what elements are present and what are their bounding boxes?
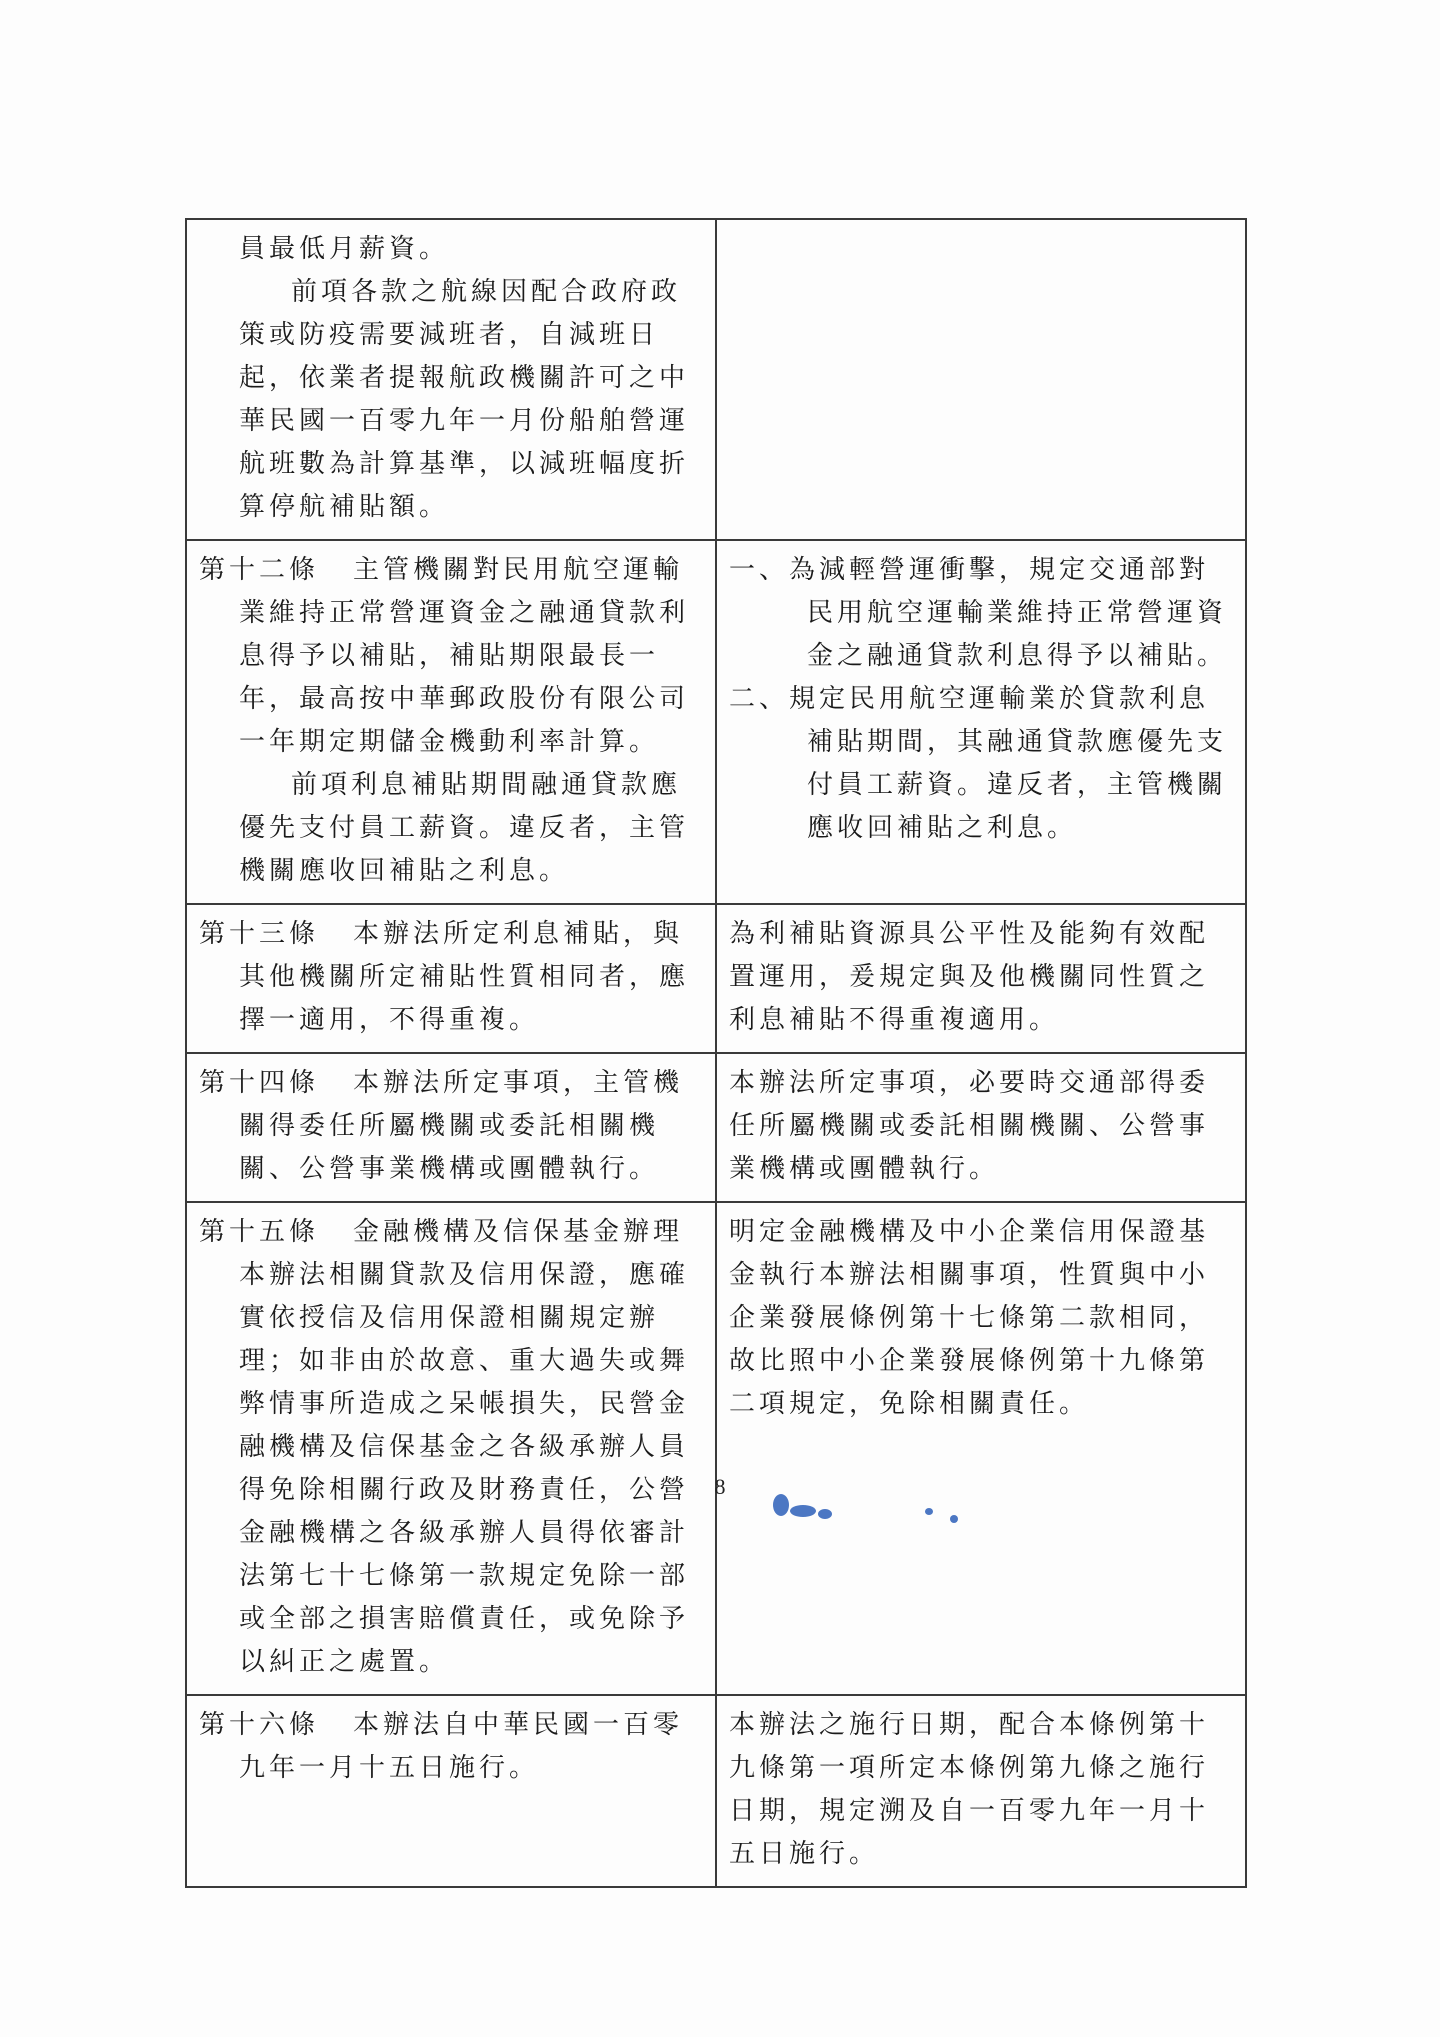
explanation-item: 二、規定民用航空運輸業於貸款利息補貼期間，其融通貸款應優先支付員工薪資。違反者，主管機關應收回補貼之利息。	[729, 684, 1228, 843]
table-row	[186, 904, 1246, 1053]
explanation-cell	[716, 540, 1246, 904]
article-paragraph	[199, 913, 703, 1042]
explanation-text: 明定金融機構及中小企業信用保證基金執行本辦法相關事項，性質與中小企業發展條例第十七條第二款相同，故比照中小企業發展條例第十九條第二項規定，免除相關責任。	[729, 1217, 1210, 1419]
article-paragraph	[199, 1704, 703, 1790]
table-row	[186, 219, 1246, 540]
explanation-item: 一、為減輕營運衝擊，規定交通部對民用航空運輸業維持正常營運資金之融通貸款利息得予以補貼。	[729, 555, 1228, 671]
explanation-cell	[716, 1053, 1246, 1202]
article-text: 本辦法所定利息補貼，與其他機關所定補貼性質相同者，應擇一適用，不得重複。	[239, 919, 690, 1035]
article-text: 本辦法所定事項，主管機關得委任所屬機關或委託相關機關、公營事業機構或團體執行。	[239, 1068, 684, 1184]
article-text: 主管機關對民用航空運輸業維持正常營運資金之融通貸款利息得予以補貼，補貼期限最長一年，最高按中華郵政股份有限公司一年期定期儲金機動利率計算。	[239, 555, 690, 757]
table-row	[186, 540, 1246, 904]
article-number: 第十四條	[199, 1068, 320, 1098]
page-number: 8	[714, 1474, 726, 1499]
ink-smudge	[818, 1509, 832, 1519]
article-cell	[186, 540, 716, 904]
article-number: 第十六條	[199, 1710, 320, 1740]
article-cell	[186, 1695, 716, 1887]
ink-smudge	[925, 1508, 933, 1515]
article-number: 第十五條	[199, 1217, 320, 1247]
article-cell	[186, 219, 716, 540]
article-paragraph	[199, 1211, 703, 1684]
article-cell	[186, 1202, 716, 1695]
article-text: 前項利息補貼期間融通貸款應優先支付員工薪資。違反者，主管機關應收回補貼之利息。	[239, 770, 690, 886]
article-cell	[186, 904, 716, 1053]
table-row	[186, 1053, 1246, 1202]
table-row	[186, 1202, 1246, 1695]
article-paragraph	[199, 1062, 703, 1191]
explanation-cell	[716, 904, 1246, 1053]
explanation-cell	[716, 219, 1246, 540]
regulation-comparison-table	[185, 218, 1247, 1888]
ink-smudge	[950, 1515, 958, 1523]
article-number: 第十三條	[199, 919, 320, 949]
explanation-text: 本辦法所定事項，必要時交通部得委任所屬機關或委託相關機關、公營事業機構或團體執行。	[729, 1068, 1210, 1184]
explanation-text: 本辦法之施行日期，配合本條例第十九條第一項所定本條例第九條之施行日期，規定溯及自一百零九年一月十五日施行。	[729, 1710, 1210, 1869]
article-text: 本辦法自中華民國一百零九年一月十五日施行。	[239, 1710, 684, 1783]
article-text: 前項各款之航線因配合政府政策或防疫需要減班者，自減班日起，依業者提報航政機關許可之中華民國一百零九年一月份船舶營運航班數為計算基準，以減班幅度折算停航補貼額。	[239, 277, 690, 522]
explanation-text: 為利補貼資源具公平性及能夠有效配置運用，爰規定與及他機關同性質之利息補貼不得重複適用。	[729, 919, 1210, 1035]
article-number: 第十二條	[199, 555, 320, 585]
explanation-cell	[716, 1202, 1246, 1695]
ink-smudge	[790, 1505, 816, 1517]
article-text: 金融機構及信保基金辦理本辦法相關貸款及信用保證，應確實依授信及信用保證相關規定辦理；如非由於故意、重大過失或舞弊情事所造成之呆帳損失，民營金融機構及信保基金之各級承辦人員得免除相關行政及財務責任，公營金融機構之各級承辦人員得依審計法第七十七條第一款規定免除一部或全部之損害賠償責任，或免除予以糾正之處置。	[239, 1217, 690, 1677]
table-row	[186, 1695, 1246, 1887]
explanation-cell	[716, 1695, 1246, 1887]
article-cell	[186, 1053, 716, 1202]
article-text: 員最低月薪資。	[239, 234, 450, 264]
article-paragraph	[199, 549, 703, 764]
